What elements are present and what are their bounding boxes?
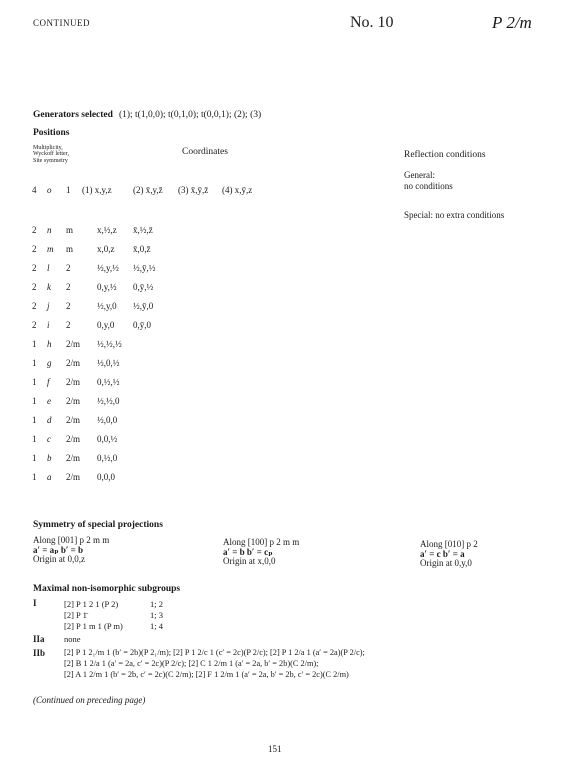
wyckoff-letter: b	[47, 453, 52, 463]
coordinate: (3) x̄,ȳ,z̄	[178, 185, 209, 195]
wyckoff-letter: o	[47, 185, 52, 195]
wyckoff-letter: h	[47, 339, 52, 349]
header-continued: CONTINUED	[33, 18, 90, 28]
multiplicity: 2	[32, 263, 37, 273]
multiplicity: 1	[32, 415, 37, 425]
reflection-general: General: no conditions	[404, 170, 453, 191]
subgroup-I-row: [2] P 1 m 1 (P m)	[64, 621, 123, 631]
site-symmetry: m	[66, 225, 74, 235]
subgroups-I-label: I	[33, 598, 37, 608]
site-symmetry: 2	[66, 263, 71, 273]
coordinate: ½,0,½	[97, 358, 120, 368]
space-group-number: No. 10	[350, 14, 394, 31]
projection-010: Along [010] p 2 a′ = c b′ = a Origin at 0,y,0	[420, 539, 478, 568]
multiplicity: 1	[32, 358, 37, 368]
subgroup-I-row: [2] P 1̄	[64, 610, 87, 620]
coordinate: ½,ȳ,½	[133, 263, 156, 273]
coordinate: 0,½,0	[97, 453, 118, 463]
coordinate: ½,ȳ,0	[133, 301, 154, 311]
coordinate: (2) x̄,y,z̄	[133, 185, 163, 195]
continued-note: (Continued on preceding page)	[33, 695, 146, 705]
wyckoff-letter: l	[47, 263, 50, 273]
subgroups-IIb-line: [2] P 1 2₁/m 1 (b′ = 2b)(P 2₁/m); [2] P 1 2/c 1 (c′ = 2c)(P 2/c); [2] P 1 2/a 1 (a′ = 2a)(P 2/c);	[64, 648, 365, 657]
maximal-subgroups-title: Maximal non-isomorphic subgroups	[33, 584, 181, 594]
reflection-special: Special: no extra conditions	[404, 210, 505, 220]
multiplicity: 4	[32, 185, 37, 195]
projection-001: Along [001] p 2 m m a′ = aₚ b′ = b Origin at 0,0,z	[33, 535, 110, 564]
symmetry-projections-title: Symmetry of special projections	[33, 520, 163, 530]
subgroup-I-value: 1; 3	[150, 610, 163, 620]
site-symmetry: 2/m	[66, 358, 81, 368]
positions-title: Positions	[33, 128, 70, 138]
coordinate: 0,ȳ,½	[133, 282, 154, 292]
multiplicity: 1	[32, 396, 37, 406]
generators-line	[33, 110, 261, 120]
wyckoff-letter: c	[47, 434, 51, 444]
coordinate: x,0,z	[97, 244, 115, 254]
multiplicity: 1	[32, 453, 37, 463]
coordinate: 0,0,0	[97, 472, 115, 482]
subgroup-I-value: 1; 4	[150, 621, 163, 631]
coordinate: ½,y,0	[97, 301, 117, 311]
multiplicity: 2	[32, 282, 37, 292]
coordinate: 0,y,½	[97, 282, 117, 292]
coordinate: x̄,0,z̄	[133, 244, 151, 254]
site-symmetry: 2/m	[66, 434, 81, 444]
site-symmetry: 2/m	[66, 396, 81, 406]
wyckoff-letter: j	[47, 301, 50, 311]
wyckoff-letter: n	[47, 225, 52, 235]
multiplicity: 2	[32, 225, 37, 235]
multiplicity: 1	[32, 434, 37, 444]
coordinate: (1) x,y,z	[82, 185, 112, 195]
coordinate: 0,0,½	[97, 434, 118, 444]
subgroup-I-value: 1; 2	[150, 599, 163, 609]
generators-label: Generators selected	[33, 110, 113, 120]
coordinates-column-header: Coordinates	[182, 147, 228, 157]
coordinate: (4) x,ȳ,z	[222, 185, 253, 195]
site-symmetry: m	[66, 244, 74, 254]
site-symmetry: 2/m	[66, 472, 81, 482]
site-symmetry: 1	[66, 185, 71, 195]
wyckoff-letter: k	[47, 282, 51, 292]
wyckoff-letter: g	[47, 358, 52, 368]
site-symmetry: 2/m	[66, 339, 81, 349]
coordinate: 0,y,0	[97, 320, 115, 330]
subgroups-IIa-value: none	[64, 634, 81, 644]
subgroups-IIb-line: [2] B 1 2/a 1 (a′ = 2a, c′ = 2c)(P 2/c); [2] C 1 2/m 1 (a′ = 2a, b′ = 2b)(C 2/m);	[64, 659, 319, 668]
subgroups-IIb-label: IIb	[33, 648, 46, 658]
wyckoff-letter: i	[47, 320, 50, 330]
coordinate: ½,½,0	[97, 396, 120, 406]
site-symmetry: 2/m	[66, 415, 81, 425]
multiplicity: 1	[32, 472, 37, 482]
coordinate: ½,½,½	[97, 339, 122, 349]
coordinate: 0,ȳ,0	[133, 320, 151, 330]
site-symmetry: 2/m	[66, 377, 81, 387]
subgroups-IIa-label: IIa	[33, 634, 45, 644]
generators-text: (1); t(1,0,0); t(0,1,0); t(0,0,1); (2); (3)	[118, 110, 262, 120]
site-symmetry: 2/m	[66, 453, 81, 463]
space-group-symbol: P 2/m	[492, 13, 532, 32]
wyckoff-letter: m	[47, 244, 54, 254]
multiplicity: 2	[32, 320, 37, 330]
coordinate: ½,0,0	[97, 415, 118, 425]
coordinate: 0,½,½	[97, 377, 120, 387]
coordinate: x̄,½,z̄	[133, 225, 153, 235]
subgroup-I-row: [2] P 1 2 1 (P 2)	[64, 599, 119, 609]
coordinate: ½,y,½	[97, 263, 119, 273]
multiplicity: 2	[32, 244, 37, 254]
subgroups-IIb-line: [2] A 1 2/m 1 (b′ = 2b, c′ = 2c)(C 2/m); [2] F 1 2/m 1 (a′ = 2a, b′ = 2b, c′ = 2c)(C 2/m)	[64, 670, 349, 679]
site-symmetry: 2	[66, 282, 71, 292]
projection-100: Along [100] p 2 m m a′ = b b′ = cₚ Origin at x,0,0	[223, 537, 300, 566]
multiplicity: 2	[32, 301, 37, 311]
wyckoff-letter: d	[47, 415, 52, 425]
site-symmetry: 2	[66, 320, 71, 330]
multiplicity: 1	[32, 377, 37, 387]
reflection-conditions-header: Reflection conditions	[404, 150, 486, 160]
wyckoff-letter: f	[47, 377, 50, 387]
coordinate: x,½,z	[97, 225, 117, 235]
site-symmetry: 2	[66, 301, 71, 311]
wyckoff-letter: a	[47, 472, 52, 482]
multiplicity: 1	[32, 339, 37, 349]
page-number: 151	[268, 744, 282, 754]
multiplicity-column-header: Multiplicity, Wyckoff letter, Site symmetry	[33, 145, 69, 164]
wyckoff-letter: e	[47, 396, 51, 406]
